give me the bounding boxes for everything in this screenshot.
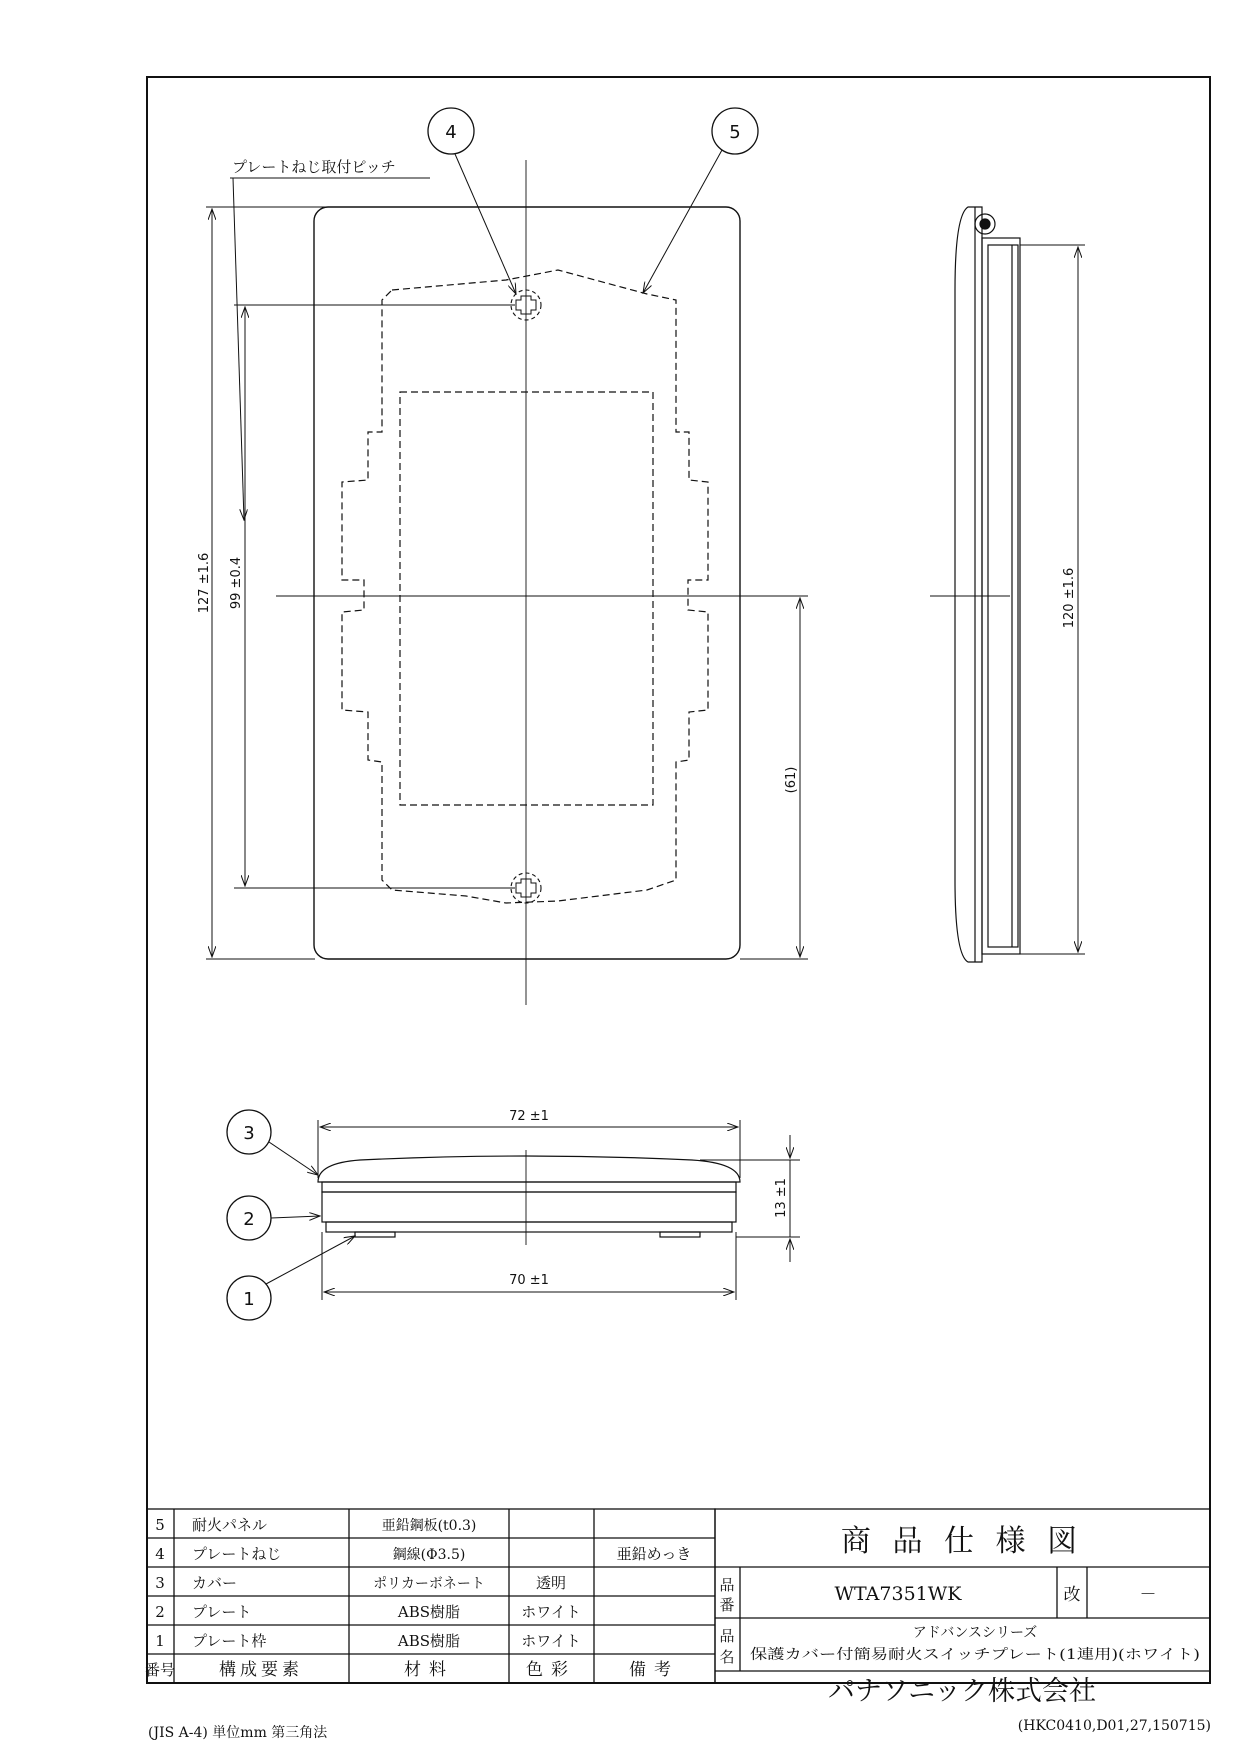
side-view [930, 207, 1020, 962]
switch-opening [400, 392, 653, 805]
product-series: アドバンスシリーズ [912, 1625, 1038, 1641]
bottom-dimensions [318, 1120, 800, 1300]
table-cell: 1 [155, 1632, 165, 1650]
rev-value: － [1139, 1585, 1157, 1605]
table-row [155, 1516, 476, 1534]
footer-left: (JIS A-4) 単位mm 第三角法 [148, 1725, 328, 1741]
bottom-view [318, 1150, 740, 1245]
svg-text:5: 5 [729, 122, 741, 143]
table-row [155, 1603, 581, 1621]
table-cell: 5 [155, 1516, 165, 1534]
svg-text:材料: 材料 [404, 1660, 454, 1680]
table-cell: 透明 [535, 1574, 567, 1592]
dim-120-label: 120 ±1.6 [1062, 567, 1077, 629]
svg-text:2: 2 [243, 1209, 255, 1230]
part-no-value: WTA7351WK [834, 1583, 962, 1605]
dim-127-label: 127 ±1.6 [197, 552, 212, 614]
fire-panel-outline [342, 270, 708, 903]
table-row [155, 1545, 691, 1563]
table-cell: 耐火パネル [192, 1516, 268, 1534]
company-name: パナソニック株式会社 [827, 1676, 1097, 1707]
svg-text:構成要素: 構成要素 [219, 1660, 303, 1680]
balloon-1 [227, 1236, 355, 1320]
table-row [155, 1632, 581, 1650]
part-no-label: 品 [719, 1576, 735, 1594]
table-cell: ポリカーボネート [373, 1576, 485, 1592]
table-cell: ホワイト [521, 1632, 581, 1650]
table-cell: 3 [155, 1574, 165, 1592]
table-cell: カバー [192, 1574, 238, 1592]
balloon-5 [643, 108, 758, 293]
table-cell: 亜鉛鋼板(t0.3) [381, 1518, 477, 1534]
drawing-frame [144, 77, 1210, 1683]
parts-table [144, 1509, 715, 1683]
product-name: 保護カバー付簡易耐火スイッチプレート(1連用)(ホワイト) [750, 1647, 1116, 1663]
table-cell: プレートねじ [192, 1545, 282, 1563]
footer-right: (HKC0410,D01,27,150715) [1017, 1718, 1211, 1734]
dim-61-label: (61) [784, 766, 799, 794]
svg-text:番: 番 [719, 1596, 735, 1614]
front-view [276, 160, 790, 1005]
table-cell: ABS樹脂 [397, 1632, 461, 1650]
table-cell: 亜鉛めっき [616, 1545, 692, 1563]
svg-text:番号: 番号 [144, 1661, 176, 1679]
balloon-3 [227, 1110, 318, 1175]
table-cell: プレート枠 [192, 1632, 267, 1650]
front-dimensions [206, 178, 808, 959]
svg-text:名: 名 [719, 1648, 735, 1666]
dim-70-label: 70 ±1 [509, 1273, 549, 1288]
svg-text:色彩: 色彩 [526, 1660, 576, 1680]
parts-table-header [145, 1660, 679, 1680]
cover-shape [318, 1156, 740, 1182]
dim-72-label: 72 ±1 [509, 1109, 549, 1124]
rev-label: 改 [1063, 1585, 1081, 1605]
title-text: 商 品 仕 様 図 [840, 1524, 1084, 1559]
dim-99-label: 99 ±0.4 [229, 556, 244, 610]
table-cell: プレート [192, 1603, 252, 1621]
pitch-label: プレートねじ取付ピッチ [232, 158, 396, 176]
dim-13-label: 13 ±1 [774, 1178, 789, 1218]
svg-text:備考: 備考 [629, 1660, 679, 1680]
plate-shape [322, 1192, 736, 1222]
table-cell: ホワイト [521, 1603, 581, 1621]
balloon-4 [428, 108, 516, 294]
name-label: 品 [719, 1627, 735, 1645]
balloon-2 [227, 1196, 320, 1240]
table-cell: ABS樹脂 [397, 1603, 461, 1621]
table-row [155, 1574, 566, 1592]
svg-text:3: 3 [243, 1123, 255, 1144]
svg-text:4: 4 [445, 122, 457, 143]
svg-text:1: 1 [243, 1289, 255, 1310]
table-cell: 2 [155, 1603, 165, 1621]
table-cell: 4 [155, 1545, 165, 1563]
table-cell: 鋼線(Φ3.5) [392, 1547, 466, 1563]
